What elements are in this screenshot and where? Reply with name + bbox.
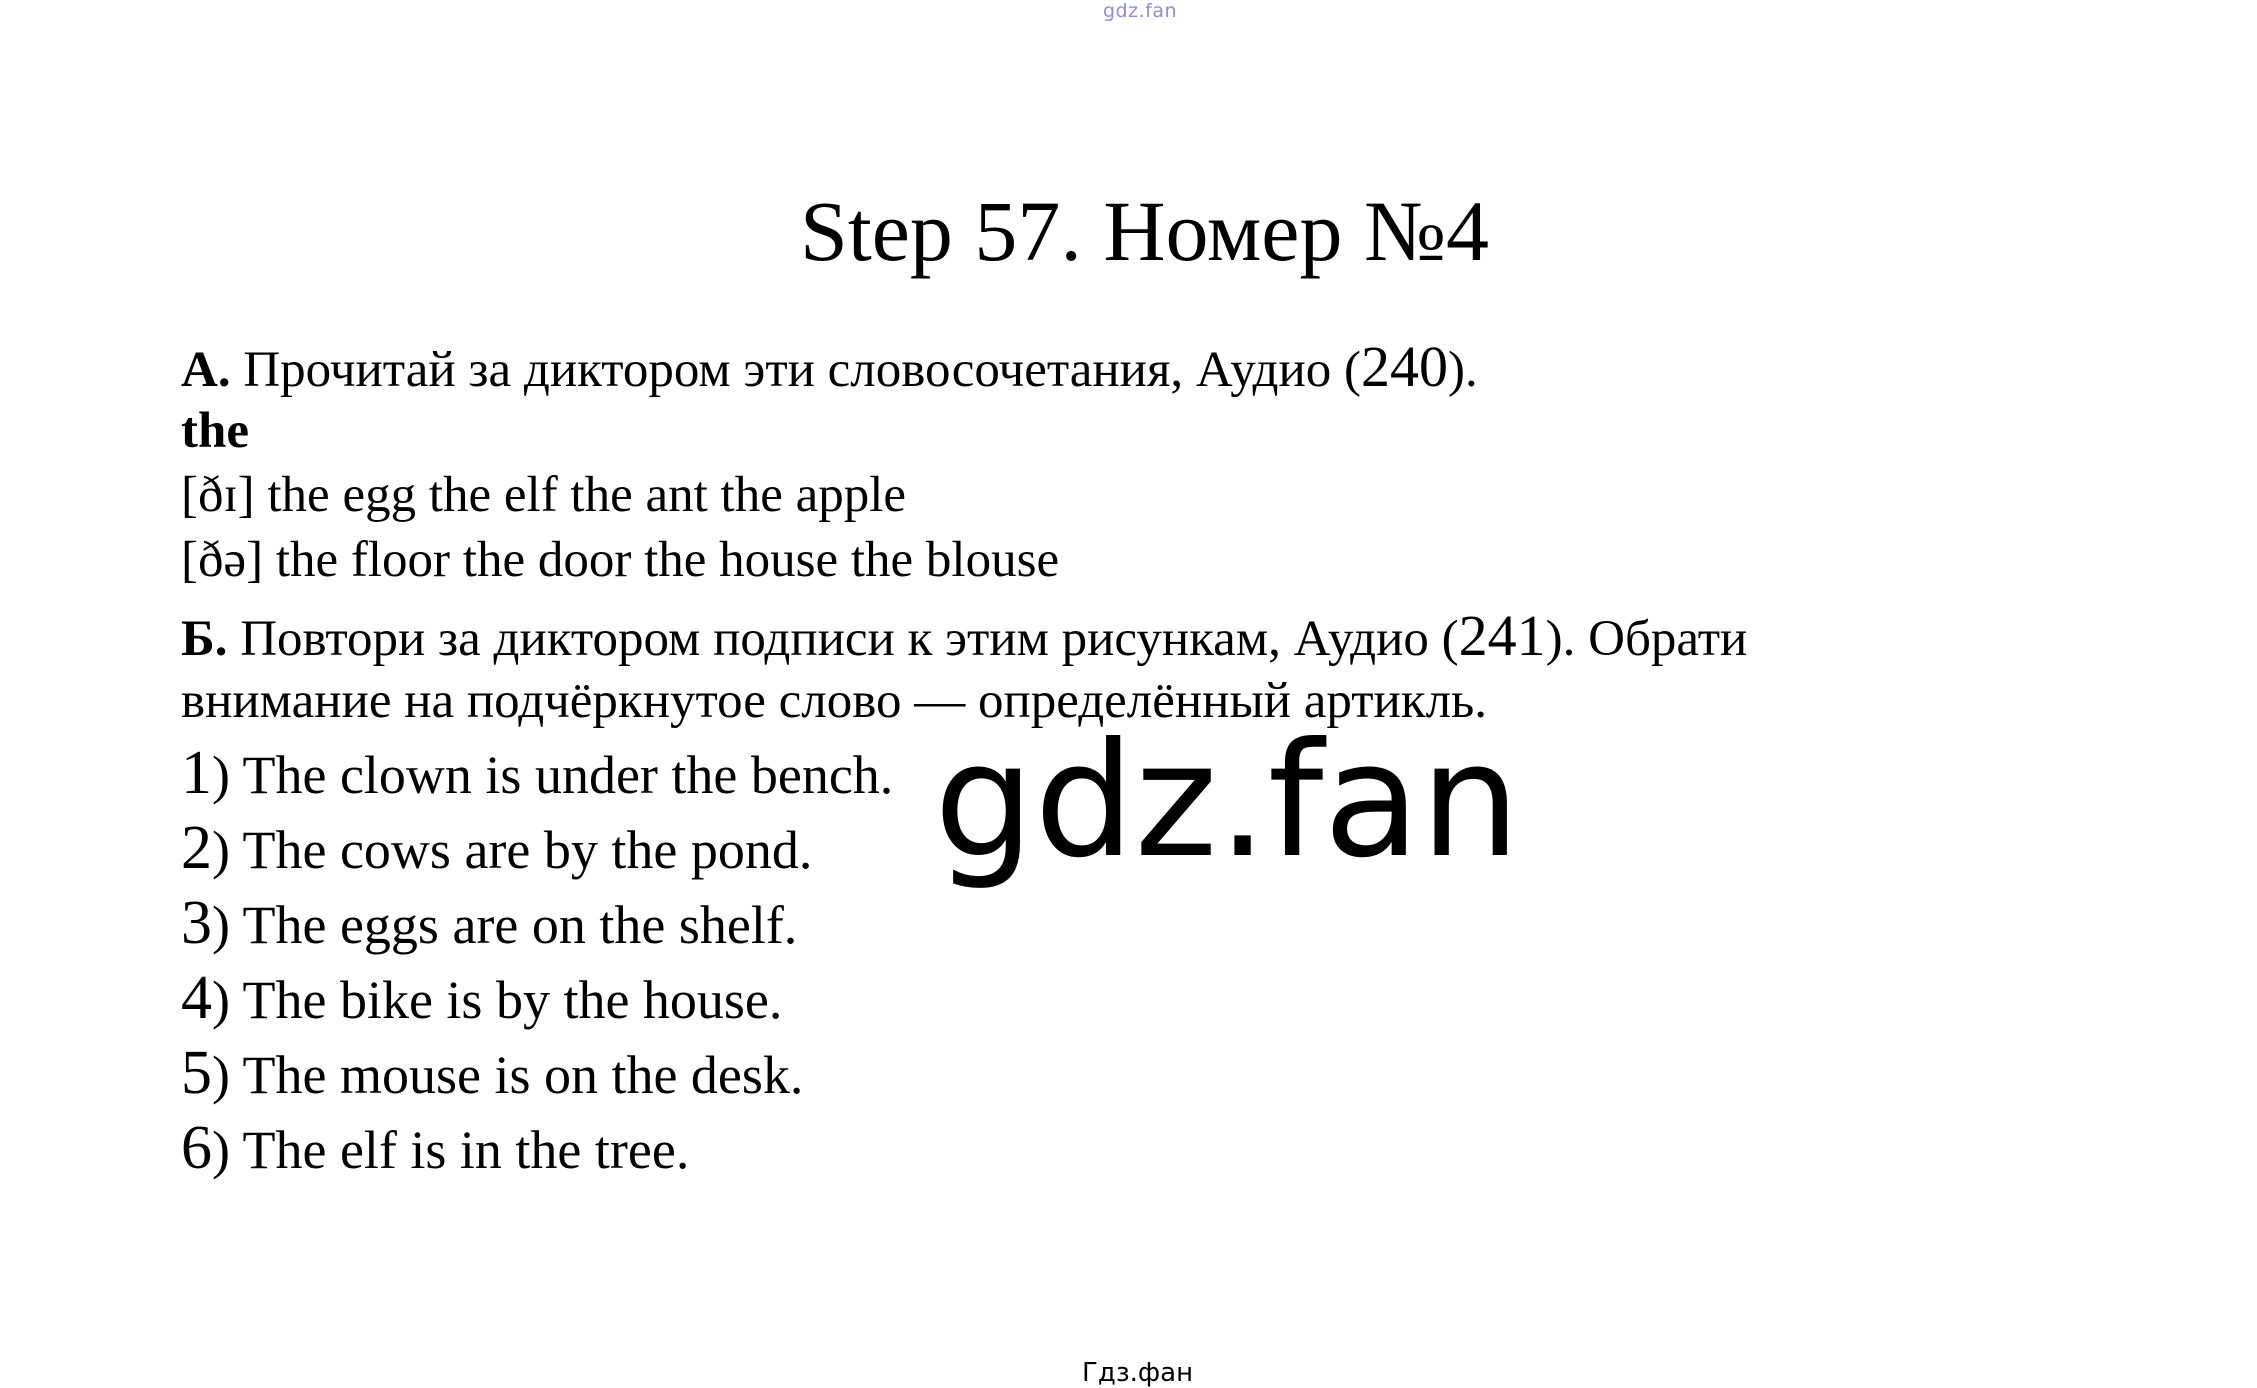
section-b-line-1 <box>181 603 1748 668</box>
list-item-number: 3 <box>181 889 212 957</box>
list-item-text: ) The clown is under the bench. <box>212 745 894 805</box>
list-item <box>181 964 783 1032</box>
section-a-line <box>181 334 1478 399</box>
section-b-label: Б. <box>181 611 228 667</box>
list-item <box>181 889 798 957</box>
top-watermark: gdz.fan <box>1103 0 1178 22</box>
phonetic-line-2: [ðə] the floor the door the house the blouse <box>181 532 1060 588</box>
section-b-audio-number: 241 <box>1458 603 1546 668</box>
list-item-text: ) The eggs are on the shelf. <box>212 895 798 955</box>
list-item <box>181 814 813 882</box>
section-b-line-2: внимание на подчёркнутое слово — определённый артикль. <box>181 673 1488 729</box>
list-item <box>181 1114 690 1182</box>
section-a-text: Прочитай за диктором эти словосочетания, Аудио <box>230 342 1345 398</box>
list-item-text: ) The bike is by the house. <box>212 970 783 1030</box>
section-a-audio-close: ). <box>1448 342 1478 398</box>
list-item <box>181 739 894 807</box>
center-watermark: gdz.fan <box>934 709 1521 893</box>
phonetic-line-1: [ðɪ] the egg the elf the ant the apple <box>181 467 907 523</box>
list-item-number: 6 <box>181 1114 212 1182</box>
list-item-text: ) The cows are by the pond. <box>212 820 813 880</box>
list-item-number: 1 <box>181 739 212 807</box>
section-a-label: А. <box>181 342 231 398</box>
section-b-text: Повтори за диктором подписи к этим рисункам, Аудио <box>227 611 1442 667</box>
list-item <box>181 1039 804 1107</box>
list-item-text: ) The elf is in the tree. <box>212 1120 690 1180</box>
list-item-number: 2 <box>181 814 212 882</box>
section-b-audio-close: ). Обрати <box>1545 611 1748 667</box>
word-heading: the <box>181 403 249 459</box>
section-a-audio-number: 240 <box>1361 334 1448 399</box>
list-item-number: 5 <box>181 1039 212 1107</box>
section-b-audio-open: ( <box>1441 611 1459 667</box>
section-a-audio-open: ( <box>1344 342 1361 398</box>
list-item-number: 4 <box>181 964 212 1032</box>
page-title: Step 57. Номер №4 <box>800 183 1490 279</box>
footer-watermark: Гдз.фан <box>1082 1358 1194 1388</box>
list-item-text: ) The mouse is on the desk. <box>212 1045 804 1105</box>
